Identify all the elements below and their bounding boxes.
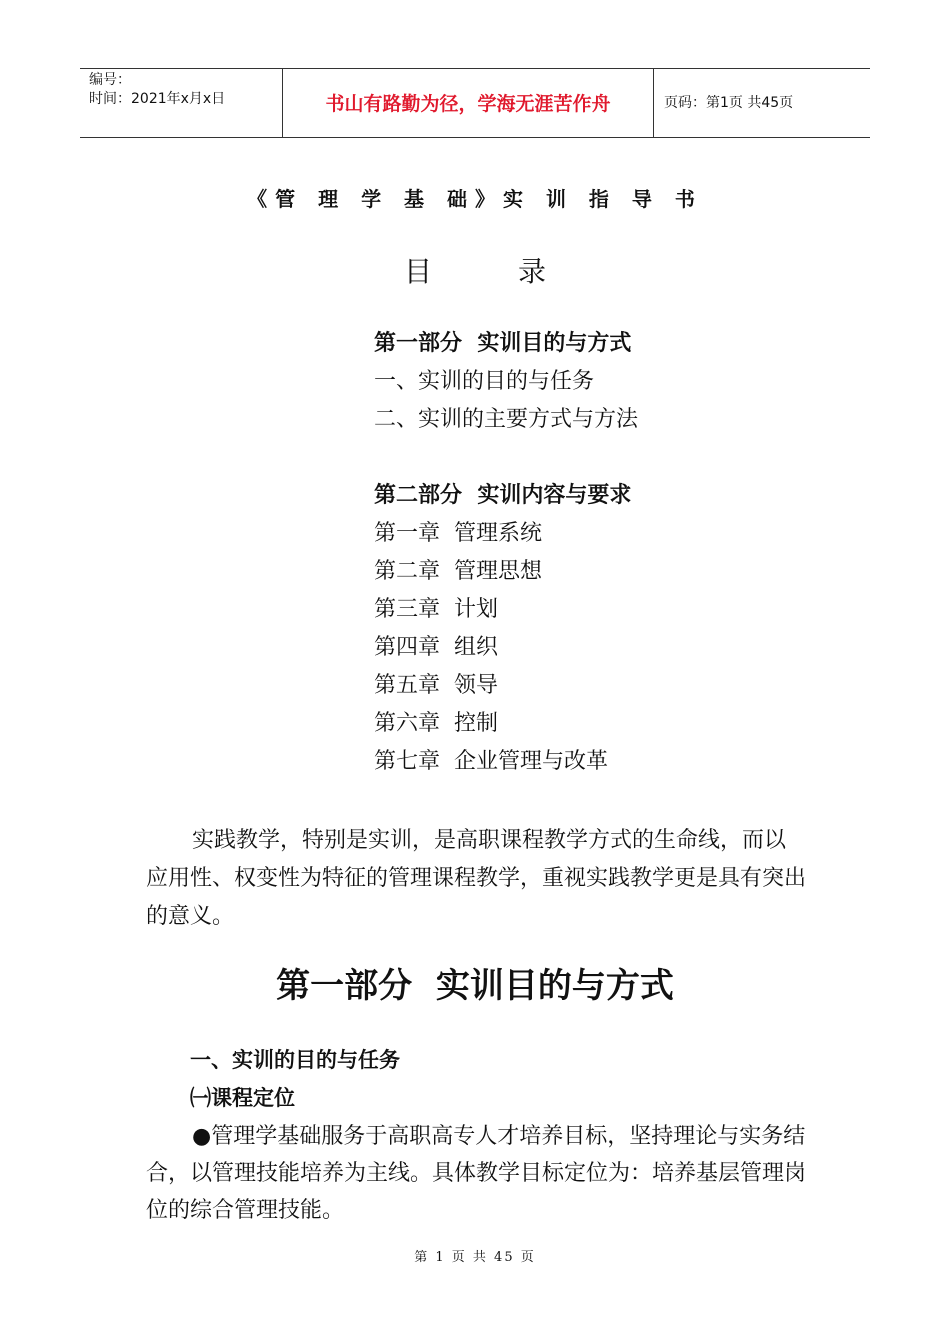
toc-part-1: 第一部分 实训目的与方式 [374,331,632,356]
serial-number-label: 编号： [89,72,131,88]
date-label: 时间：2021年x月x日 [89,91,226,107]
toc-title [0,250,950,290]
toc-chapter: 第四章 组织 [374,635,498,660]
toc-title-char-1: 目 [403,255,432,288]
toc-chapter: 第二章 管理思想 [374,559,542,584]
header-motto: 书山有路勤为径，学海无涯苦作舟 [283,69,654,137]
body-paragraph [146,1118,806,1229]
toc-chapter: 第五章 领导 [374,673,498,698]
body-paragraph-text: 管理学基础服务于高职高专人才培养目标，坚持理论与实务结合，以管理技能培养为主线。具体教学目标定位为：培养基层管理岗位的综合管理技能。 [146,1124,807,1223]
subsubsection-heading: ㈠课程定位 [190,1086,295,1110]
toc-title-char-2: 录 [518,255,547,288]
bullet-icon: ● [192,1124,212,1149]
toc-chapter: 第三章 计划 [374,597,498,622]
document-title: 《管 理 学 基 础》实 训 指 导 书 [247,187,703,211]
subsection-heading: 一、实训的目的与任务 [190,1048,400,1072]
header-meta-cell [80,69,283,137]
toc-part-2: 第二部分 实训内容与要求 [374,483,632,508]
table-of-contents [374,325,638,781]
document-header [80,68,870,138]
toc-chapter: 第一章 管理系统 [374,521,542,546]
intro-paragraph: 实践教学，特别是实训，是高职课程教学方式的生命线，而以应用性、权变性为特征的管理课程教学，重视实践教学更是具有突出的意义。 [146,828,807,929]
toc-chapter: 第六章 控制 [374,711,498,736]
page-footer: 第 1 页 共 45 页 [414,1250,536,1265]
toc-item: 二、实训的主要方式与方法 [374,407,639,432]
toc-item: 一、实训的目的与任务 [374,369,595,394]
toc-spacer [374,439,638,477]
section-title: 第一部分 实训目的与方式 [276,966,674,1006]
header-page-info: 页码：第1页 共45页 [664,95,794,111]
toc-chapter: 第七章 企业管理与改革 [374,749,608,774]
